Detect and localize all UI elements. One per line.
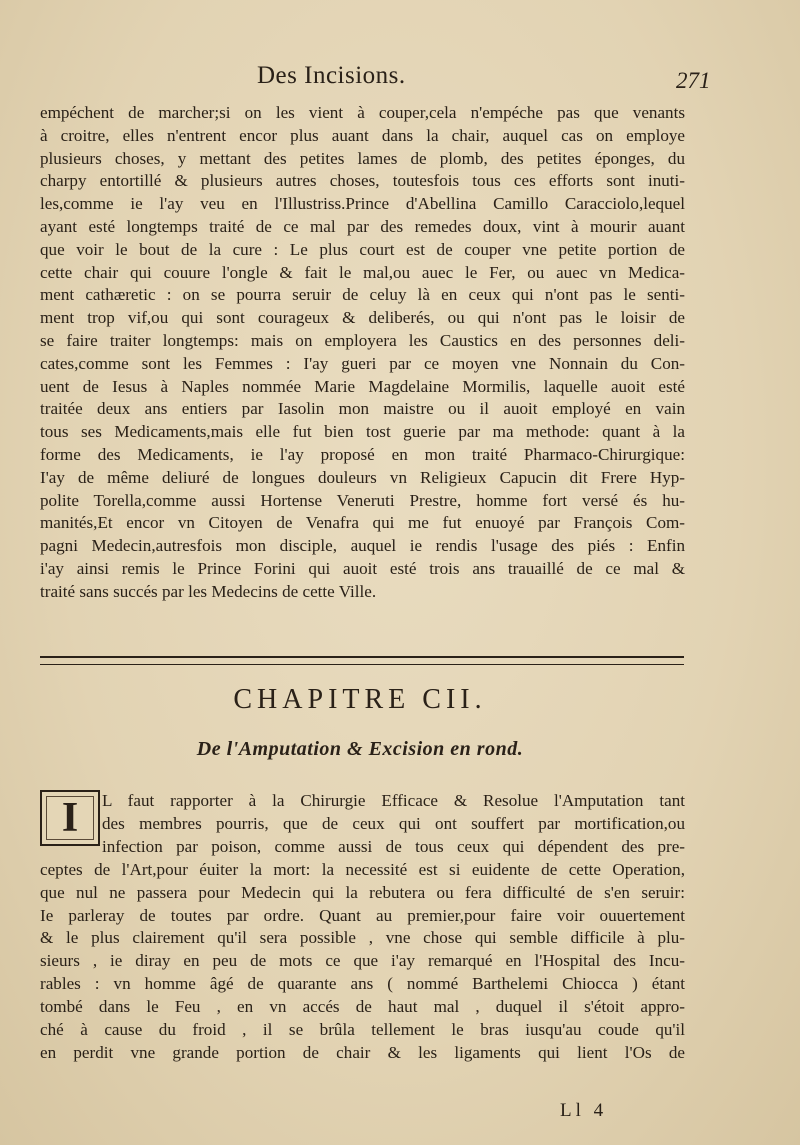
page-number: 271 <box>676 68 711 93</box>
body-line: traitée deux ans entiers par Iasolin mon maistre ou il auoit employé en vain <box>40 399 685 419</box>
chapter-line: & le plus clairement qu'il sera possible , vne chose qui semble difficile à plu- <box>40 928 685 948</box>
body-line: que voir le bout de la cure : Le plus court est de couper vne petite portion de <box>40 239 685 259</box>
chapter-paragraph <box>40 790 685 1065</box>
chapter-line: des membres pourris, que de ceux qui ont souffert par mortification,ou <box>102 813 685 833</box>
chapter-line: que nul ne passera pour Medecin qui la rebutera ou fera difficulté de s'en seruir: <box>40 882 685 902</box>
chapter-line: sieurs , ie diray en peu de mots ce que i'ay remarqué en l'Hospital des Incu- <box>40 951 685 971</box>
chapter-line: Ie parleray de toutes par ordre. Quant au premier,pour faire voir ouuertement <box>40 905 685 925</box>
signature-mark: Ll 4 <box>560 1100 608 1121</box>
body-line: traité sans succés par les Medecins de cette Ville. <box>40 581 377 601</box>
body-line: pagni Medecin,autresfois mon disciple, auquel ie rendis l'usage des piés : Enfin <box>40 536 685 556</box>
body-paragraph <box>40 102 685 604</box>
decorated-initial: I <box>40 790 100 846</box>
body-line: forme des Medicaments, ie l'ay proposé en mon traité Pharmaco-Chirurgique: <box>40 444 685 464</box>
body-line: manités,Et encor vn Citoyen de Venafra qui me fut enuoyé par François Com- <box>40 513 685 533</box>
body-line: les,comme ie l'ay veu en l'Illustriss.Prince d'Abellina Camillo Caracciolo,lequel <box>40 194 685 214</box>
body-line: cette chair qui couure l'ongle & fait le mal,ou auec le Fer, ou auec vn Medica- <box>40 262 685 282</box>
body-line: polite Torella,comme aussi Hortense Veneruti Prestre, homme fort versé és hu- <box>40 490 685 510</box>
body-line: ment trop vif,ou qui sont courageux & deliberés, ou qui n'ont pas le loisir de <box>40 308 685 328</box>
body-line: à croitre, elles n'entrent encor plus auant dans la chair, auquel cas on employe <box>40 125 685 145</box>
chapter-title: CHAPITRE CII. <box>233 684 487 715</box>
body-line: plusieurs choses, y mettant des petites lames de plomb, des petites éponges, du <box>40 148 685 168</box>
chapter-subtitle: De l'Amputation & Excision en rond. <box>196 738 524 760</box>
chapter-line: infection par poison, comme aussi de tous ceux qui dépendent des pre- <box>102 836 685 856</box>
body-line: ayant esté longtemps traité de ce mal par des remedes doux, vint à mourir auant <box>40 216 685 236</box>
body-line: I'ay de même deliuré de longues douleurs vn Religieux Capucin dit Frere Hyp- <box>40 467 685 487</box>
body-line: se faire traiter longtemps: mais on employera les Caustics en des personnes deli- <box>40 330 685 350</box>
body-line: uent de Iesus à Naples nommée Marie Magdelaine Mormilis, laquelle auoit esté <box>40 376 685 396</box>
body-line: charpy entortillé & plusieurs autres choses, toutesfois tous ces efforts sont inuti- <box>40 171 685 191</box>
body-line: i'ay ainsi remis le Prince Forini qui auoit esté trois ans trauaillé de ce mal & <box>40 558 685 578</box>
body-line: cates,comme sont les Femmes : I'ay gueri par ce moyen vne Nonnain du Con- <box>40 353 685 373</box>
running-title: Des Incisions. <box>257 62 406 89</box>
chapter-line: en perdit vne grande portion de chair & les ligaments qui lient l'Os de <box>40 1042 685 1062</box>
running-head <box>40 60 720 100</box>
body-line: empéchent de marcher;si on les vient à couper,cela n'empéche pas que venants <box>40 103 685 122</box>
body-line: tous ses Medicaments,mais elle fut bien tost guerie par ma methode: quant à la <box>40 422 685 442</box>
chapter-line: rables : vn homme âgé de quarante ans ( nommé Barthelemi Chiocca ) étant <box>40 974 685 994</box>
body-line: ment cathæretic : on se pourra seruir de celuy là en ceux qui n'ont pas le senti- <box>40 285 685 305</box>
section-divider <box>40 656 684 665</box>
chapter-line: L faut rapporter à la Chirurgie Efficace & Resolue l'Amputation tant <box>102 791 685 810</box>
chapter-line: ceptes de l'Art,pour éuiter la mort: la necessité est si euidente de cette Operation, <box>40 859 685 879</box>
chapter-line: ché à cause du froid , il se brûla tellement le bras iusqu'au coude qu'il <box>40 1020 685 1040</box>
chapter-line: tombé dans le Feu , en vn accés de haut mal , duquel il s'étoit appro- <box>40 997 685 1017</box>
